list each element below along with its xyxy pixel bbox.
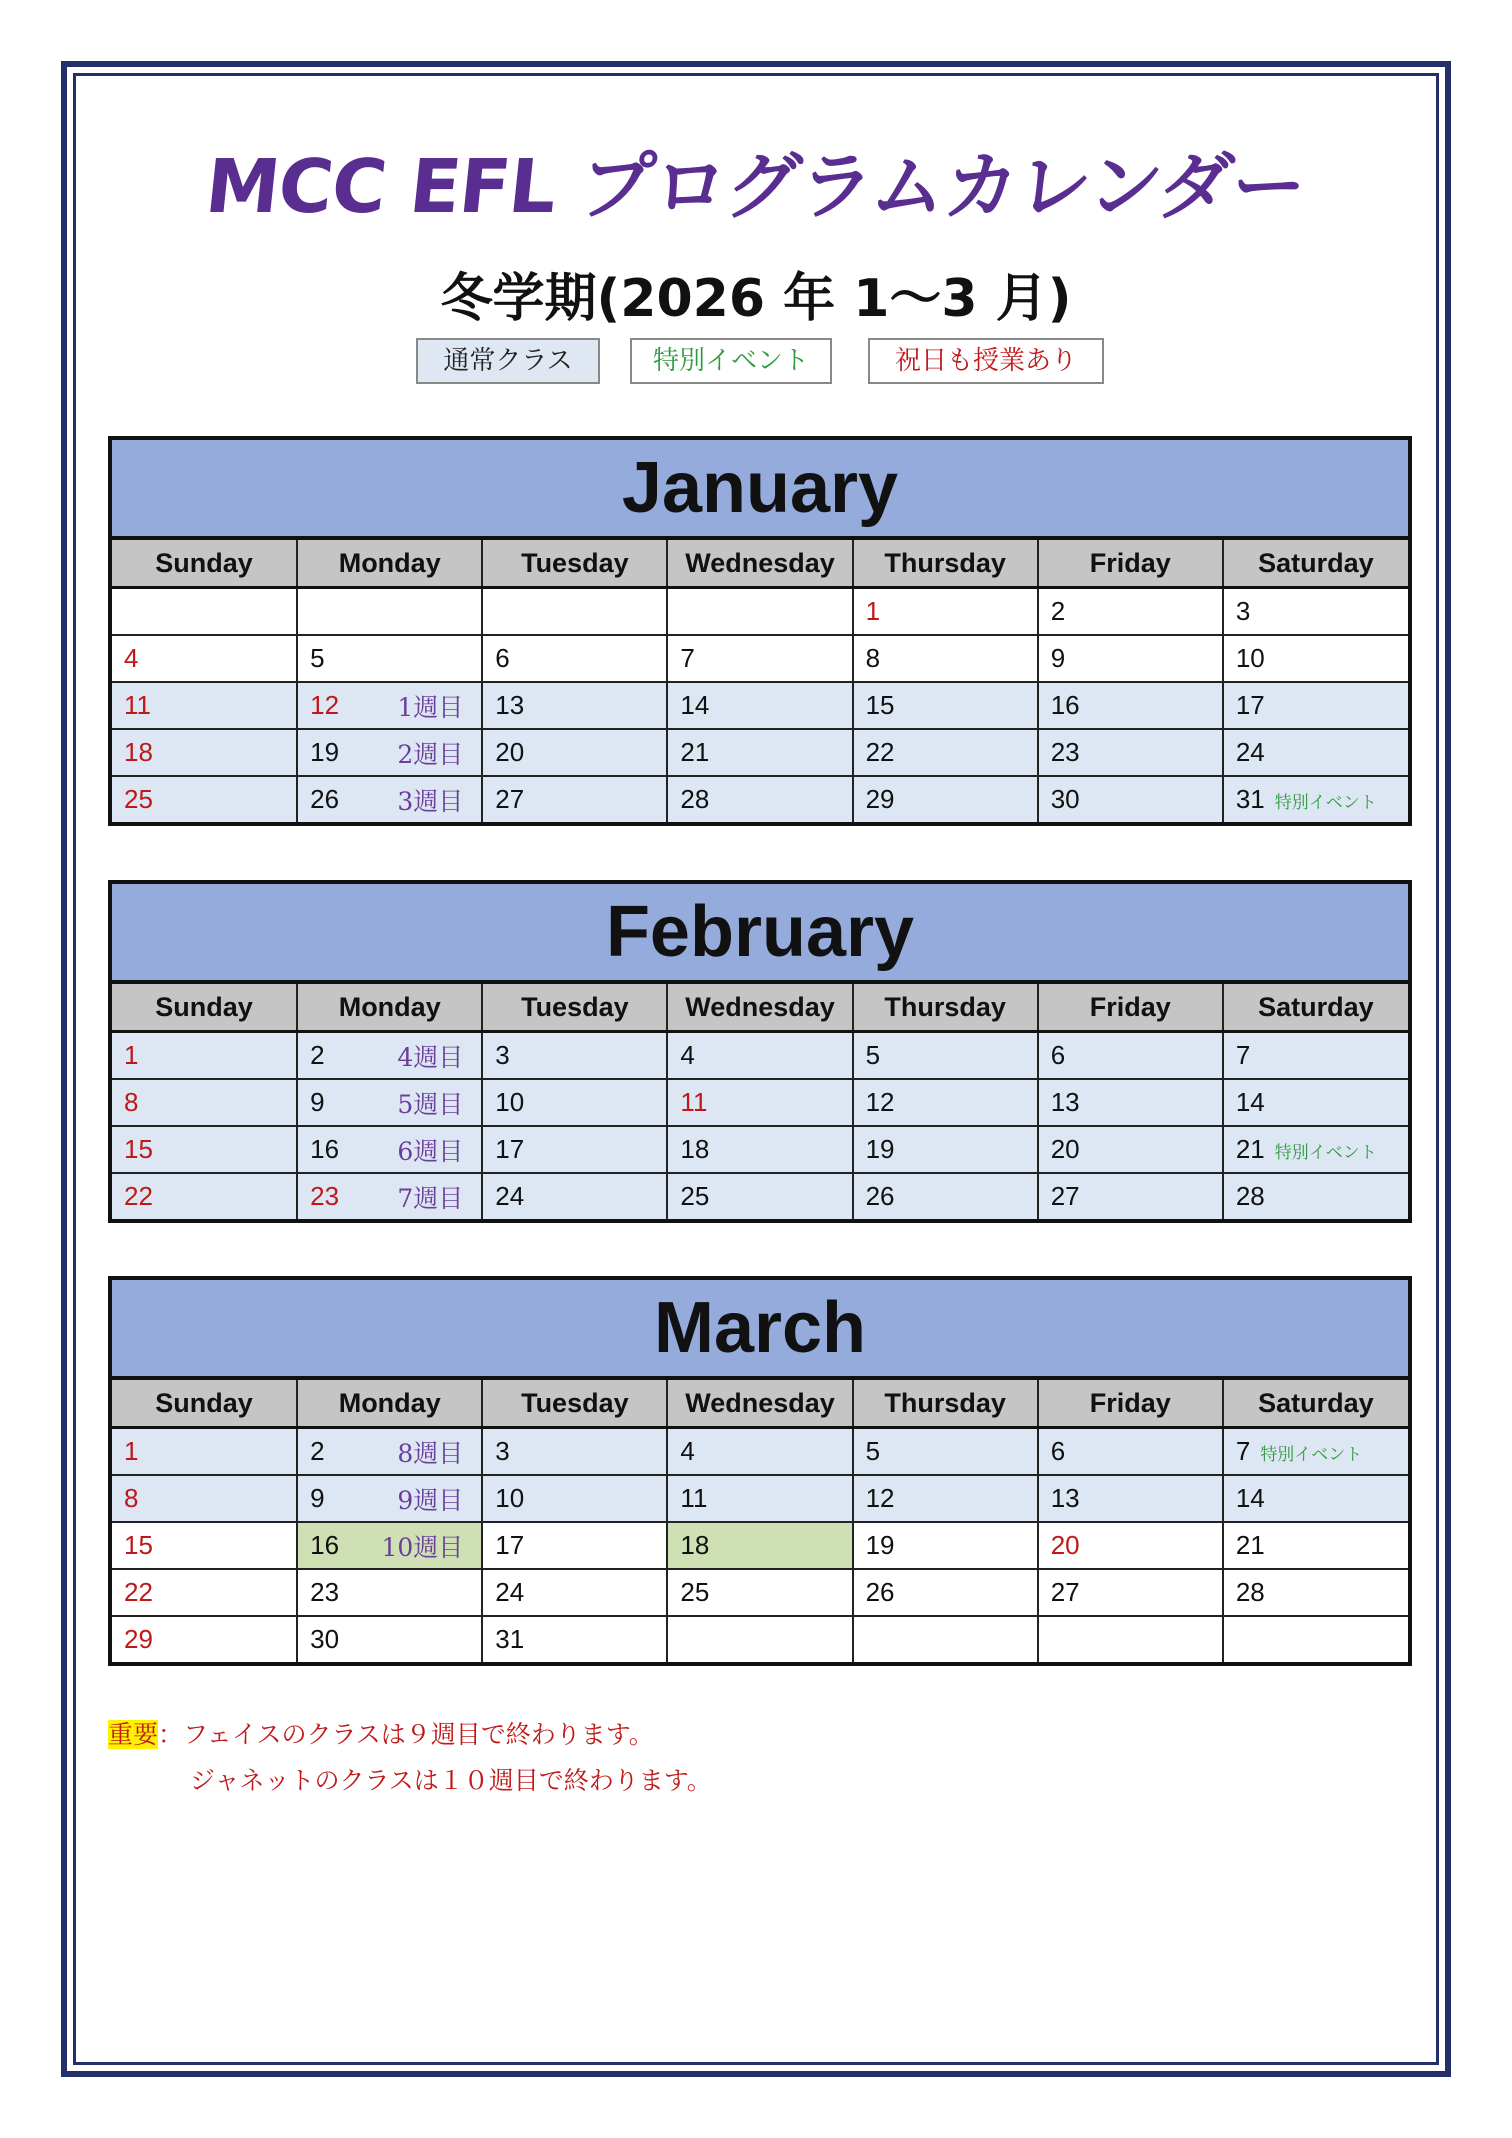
day-cell <box>297 1616 482 1662</box>
week-row <box>112 1079 1408 1126</box>
day-number: 15 <box>124 1530 153 1560</box>
legend-special-event: 特別イベント <box>630 338 832 384</box>
day-number: 10 <box>495 1087 525 1117</box>
empty-day-cell <box>1038 1616 1223 1662</box>
day-cell <box>1038 1475 1223 1522</box>
weekday-header: Tuesday <box>482 1380 667 1428</box>
month-grid <box>112 540 1408 822</box>
page-title: MCC EFL プログラムカレンダー <box>201 144 1310 230</box>
day-number: 21 <box>680 737 710 767</box>
week-row <box>112 635 1408 682</box>
day-number: 26 <box>865 1577 895 1607</box>
special-event-label: 特別イベント <box>1274 1143 1377 1163</box>
day-cell <box>112 1079 297 1126</box>
day-number: 18 <box>124 737 153 767</box>
week-number-label: 8週目 <box>397 1438 464 1468</box>
day-number: 30 <box>310 1624 340 1654</box>
day-cell <box>667 1522 852 1569</box>
day-number: 14 <box>1235 1087 1265 1117</box>
day-cell <box>297 1173 482 1219</box>
day-number: 6 <box>495 643 510 673</box>
weekday-header: Thursday <box>853 1380 1038 1428</box>
day-number: 4 <box>680 1040 695 1070</box>
day-cell <box>1038 635 1223 682</box>
day-cell <box>1038 1173 1223 1219</box>
calendar-march <box>108 1276 1412 1666</box>
day-cell <box>667 635 852 682</box>
weekday-header: Saturday <box>1223 984 1408 1032</box>
month-title: January <box>112 440 1408 540</box>
day-number: 9 <box>1050 643 1066 673</box>
day-cell <box>482 682 667 729</box>
weekday-header: Wednesday <box>667 1380 852 1428</box>
day-cell <box>112 1616 297 1662</box>
day-number: 12 <box>310 690 340 720</box>
day-number: 6 <box>1050 1040 1066 1070</box>
week-row <box>112 1428 1408 1476</box>
day-cell <box>112 682 297 729</box>
day-cell <box>482 1569 667 1616</box>
day-number: 3 <box>495 1436 510 1466</box>
day-number: 28 <box>1235 1577 1265 1607</box>
day-cell <box>482 1079 667 1126</box>
day-number: 24 <box>495 1181 525 1211</box>
day-cell <box>482 1032 667 1080</box>
day-cell <box>667 729 852 776</box>
day-cell <box>667 776 852 822</box>
note-label: 重要 <box>108 1720 159 1749</box>
day-cell <box>1223 682 1408 729</box>
day-number: 13 <box>1050 1087 1080 1117</box>
day-number: 10 <box>495 1483 525 1513</box>
day-cell <box>482 729 667 776</box>
day-cell <box>297 1475 482 1522</box>
day-cell <box>1038 729 1223 776</box>
day-number: 30 <box>1050 784 1080 814</box>
weekday-header: Sunday <box>112 1380 297 1428</box>
week-row <box>112 1126 1408 1173</box>
day-cell <box>1223 1126 1408 1173</box>
day-cell <box>667 1569 852 1616</box>
day-cell <box>1038 1569 1223 1616</box>
day-number: 23 <box>1050 737 1080 767</box>
weekday-header: Saturday <box>1223 540 1408 588</box>
day-cell <box>1223 1173 1408 1219</box>
day-cell <box>853 729 1038 776</box>
empty-day-cell <box>112 588 297 636</box>
empty-day-cell <box>297 588 482 636</box>
weekday-header: Saturday <box>1223 1380 1408 1428</box>
day-cell <box>853 1569 1038 1616</box>
day-number: 22 <box>124 1181 153 1211</box>
term-subtitle: 冬学期(2026 年 1～3 月) <box>440 269 1072 329</box>
day-cell <box>482 635 667 682</box>
weekday-header: Friday <box>1038 1380 1223 1428</box>
day-cell <box>297 729 482 776</box>
calendar-february <box>108 880 1412 1223</box>
week-row <box>112 588 1408 636</box>
week-number-label: 4週目 <box>397 1042 464 1072</box>
day-number: 13 <box>495 690 525 720</box>
day-number: 19 <box>865 1134 895 1164</box>
day-cell <box>297 635 482 682</box>
week-number-label: 3週目 <box>397 786 464 816</box>
empty-day-cell <box>667 588 852 636</box>
day-number: 20 <box>1050 1530 1080 1560</box>
day-number: 21 <box>1235 1134 1265 1164</box>
day-number: 20 <box>1050 1134 1080 1164</box>
day-number: 25 <box>680 1181 710 1211</box>
day-number: 29 <box>124 1624 153 1654</box>
empty-day-cell <box>1223 1616 1408 1662</box>
day-cell <box>853 1428 1038 1476</box>
day-number: 8 <box>865 643 881 673</box>
day-number: 1 <box>124 1040 139 1070</box>
day-cell <box>1038 588 1223 636</box>
day-number: 31 <box>1235 784 1265 814</box>
day-cell <box>853 1475 1038 1522</box>
week-number-label: 6週目 <box>397 1136 464 1166</box>
day-number: 14 <box>1235 1483 1265 1513</box>
day-cell <box>482 1475 667 1522</box>
day-number: 12 <box>865 1087 895 1117</box>
day-cell <box>1223 1475 1408 1522</box>
day-cell <box>297 1126 482 1173</box>
day-cell <box>667 1032 852 1080</box>
day-number: 24 <box>495 1577 525 1607</box>
week-row <box>112 1032 1408 1080</box>
day-cell <box>1223 635 1408 682</box>
day-number: 19 <box>865 1530 895 1560</box>
day-number: 1 <box>124 1436 139 1466</box>
day-cell <box>667 682 852 729</box>
special-event-label: 特別イベント <box>1274 793 1377 813</box>
day-number: 24 <box>1235 737 1265 767</box>
day-cell <box>853 1079 1038 1126</box>
day-number: 7 <box>1235 1040 1251 1070</box>
day-cell <box>1038 776 1223 822</box>
day-cell <box>112 1428 297 1476</box>
day-number: 3 <box>1235 596 1251 626</box>
day-cell <box>1038 1079 1223 1126</box>
day-cell <box>1223 588 1408 636</box>
weekday-header: Thursday <box>853 540 1038 588</box>
week-row <box>112 1616 1408 1662</box>
day-number: 1 <box>865 596 881 626</box>
day-cell <box>112 1173 297 1219</box>
day-cell <box>112 1475 297 1522</box>
weekday-header: Tuesday <box>482 540 667 588</box>
day-number: 27 <box>1050 1577 1080 1607</box>
day-cell <box>482 1616 667 1662</box>
week-row <box>112 682 1408 729</box>
day-number: 25 <box>124 784 153 814</box>
day-number: 9 <box>310 1087 325 1117</box>
day-number: 10 <box>1235 643 1265 673</box>
weekday-header: Monday <box>297 984 482 1032</box>
note-text-1: ：フェイスのクラスは９週目で終わります。 <box>158 1720 654 1749</box>
day-number: 7 <box>680 643 695 673</box>
day-cell <box>297 1032 482 1080</box>
day-number: 17 <box>495 1134 525 1164</box>
day-cell <box>1223 776 1408 822</box>
day-number: 5 <box>865 1436 881 1466</box>
day-number: 11 <box>680 1087 708 1117</box>
weekday-header: Sunday <box>112 540 297 588</box>
day-number: 2 <box>310 1436 325 1466</box>
week-row <box>112 1569 1408 1616</box>
day-number: 15 <box>124 1134 153 1164</box>
day-cell <box>1038 1032 1223 1080</box>
day-number: 15 <box>865 690 895 720</box>
weekday-header: Friday <box>1038 540 1223 588</box>
day-number: 12 <box>865 1483 895 1513</box>
day-cell <box>1223 729 1408 776</box>
weekday-header: Thursday <box>853 984 1038 1032</box>
week-row <box>112 776 1408 822</box>
day-cell <box>853 635 1038 682</box>
day-number: 5 <box>310 643 325 673</box>
legend-holiday-class: 祝日も授業あり <box>868 338 1104 384</box>
note-line-2: ジャネットのクラスは１０週目で終わります。 <box>190 1766 712 1795</box>
day-cell <box>1038 1522 1223 1569</box>
day-number: 26 <box>310 784 340 814</box>
day-cell <box>112 776 297 822</box>
day-number: 25 <box>680 1577 710 1607</box>
day-cell <box>667 1173 852 1219</box>
day-number: 16 <box>310 1530 340 1560</box>
day-number: 27 <box>495 784 525 814</box>
day-cell <box>1223 1569 1408 1616</box>
day-number: 8 <box>124 1087 139 1117</box>
day-number: 6 <box>1050 1436 1066 1466</box>
day-cell <box>112 1522 297 1569</box>
weekday-header: Sunday <box>112 984 297 1032</box>
day-number: 16 <box>310 1134 340 1164</box>
day-cell <box>853 1032 1038 1080</box>
day-number: 28 <box>680 784 710 814</box>
day-number: 31 <box>495 1624 525 1654</box>
day-cell <box>853 1173 1038 1219</box>
day-number: 22 <box>865 737 895 767</box>
day-cell <box>1038 1126 1223 1173</box>
day-number: 8 <box>124 1483 139 1513</box>
day-number: 11 <box>680 1483 708 1513</box>
weekday-header: Tuesday <box>482 984 667 1032</box>
day-cell <box>853 1126 1038 1173</box>
weekday-header: Friday <box>1038 984 1223 1032</box>
weekday-header: Monday <box>297 1380 482 1428</box>
day-number: 23 <box>310 1181 340 1211</box>
day-number: 3 <box>495 1040 510 1070</box>
day-cell <box>112 635 297 682</box>
day-cell <box>297 1079 482 1126</box>
legend-regular-class: 通常クラス <box>416 338 600 384</box>
day-number: 16 <box>1050 690 1080 720</box>
day-number: 13 <box>1050 1483 1080 1513</box>
day-cell <box>297 1522 482 1569</box>
day-cell <box>853 1522 1038 1569</box>
day-number: 20 <box>495 737 525 767</box>
day-number: 5 <box>865 1040 881 1070</box>
day-number: 2 <box>310 1040 325 1070</box>
day-number: 18 <box>680 1134 710 1164</box>
weekday-header: Wednesday <box>667 984 852 1032</box>
day-number: 11 <box>124 690 151 720</box>
day-cell <box>112 1032 297 1080</box>
day-cell <box>1223 1079 1408 1126</box>
day-cell <box>112 1569 297 1616</box>
week-number-label: 9週目 <box>397 1485 464 1515</box>
month-grid <box>112 984 1408 1219</box>
week-row <box>112 1173 1408 1219</box>
day-cell <box>297 1428 482 1476</box>
day-cell <box>297 776 482 822</box>
week-row <box>112 1475 1408 1522</box>
day-number: 28 <box>1235 1181 1265 1211</box>
day-cell <box>112 1126 297 1173</box>
day-number: 2 <box>1050 596 1066 626</box>
day-number: 4 <box>680 1436 695 1466</box>
week-row <box>112 1522 1408 1569</box>
day-number: 27 <box>1050 1181 1080 1211</box>
day-cell <box>297 1569 482 1616</box>
day-number: 19 <box>310 737 340 767</box>
day-cell <box>667 1079 852 1126</box>
day-cell <box>482 1173 667 1219</box>
calendar-january <box>108 436 1412 826</box>
month-title: February <box>112 884 1408 984</box>
empty-day-cell <box>667 1616 852 1662</box>
important-note <box>108 1712 712 1804</box>
day-cell <box>482 1428 667 1476</box>
special-event-label: 特別イベント <box>1260 1445 1363 1465</box>
day-number: 23 <box>310 1577 340 1607</box>
week-number-label: 10週目 <box>381 1532 464 1562</box>
empty-day-cell <box>853 1616 1038 1662</box>
day-cell <box>853 588 1038 636</box>
day-number: 18 <box>680 1530 710 1560</box>
week-number-label: 7週目 <box>397 1183 464 1213</box>
day-number: 9 <box>310 1483 325 1513</box>
day-number: 7 <box>1235 1436 1251 1466</box>
day-number: 17 <box>1235 690 1265 720</box>
day-number: 14 <box>680 690 710 720</box>
week-row <box>112 729 1408 776</box>
day-cell <box>112 729 297 776</box>
day-number: 22 <box>124 1577 153 1607</box>
day-cell <box>1038 682 1223 729</box>
day-cell <box>853 682 1038 729</box>
day-cell <box>853 776 1038 822</box>
day-number: 29 <box>865 784 895 814</box>
day-cell <box>667 1475 852 1522</box>
day-cell <box>667 1126 852 1173</box>
month-grid <box>112 1380 1408 1662</box>
day-cell <box>297 682 482 729</box>
note-line-1 <box>108 1712 712 1758</box>
week-number-label: 2週目 <box>397 739 464 769</box>
week-number-label: 1週目 <box>397 692 464 722</box>
empty-day-cell <box>482 588 667 636</box>
day-cell <box>1223 1032 1408 1080</box>
day-number: 17 <box>495 1530 525 1560</box>
week-number-label: 5週目 <box>397 1089 464 1119</box>
day-cell <box>1223 1522 1408 1569</box>
weekday-header: Wednesday <box>667 540 852 588</box>
day-cell <box>1223 1428 1408 1476</box>
day-cell <box>1038 1428 1223 1476</box>
day-number: 21 <box>1235 1530 1265 1560</box>
day-number: 4 <box>124 643 139 673</box>
day-cell <box>667 1428 852 1476</box>
month-title: March <box>112 1280 1408 1380</box>
weekday-header: Monday <box>297 540 482 588</box>
day-cell <box>482 1522 667 1569</box>
day-cell <box>482 1126 667 1173</box>
day-cell <box>482 776 667 822</box>
day-number: 26 <box>865 1181 895 1211</box>
